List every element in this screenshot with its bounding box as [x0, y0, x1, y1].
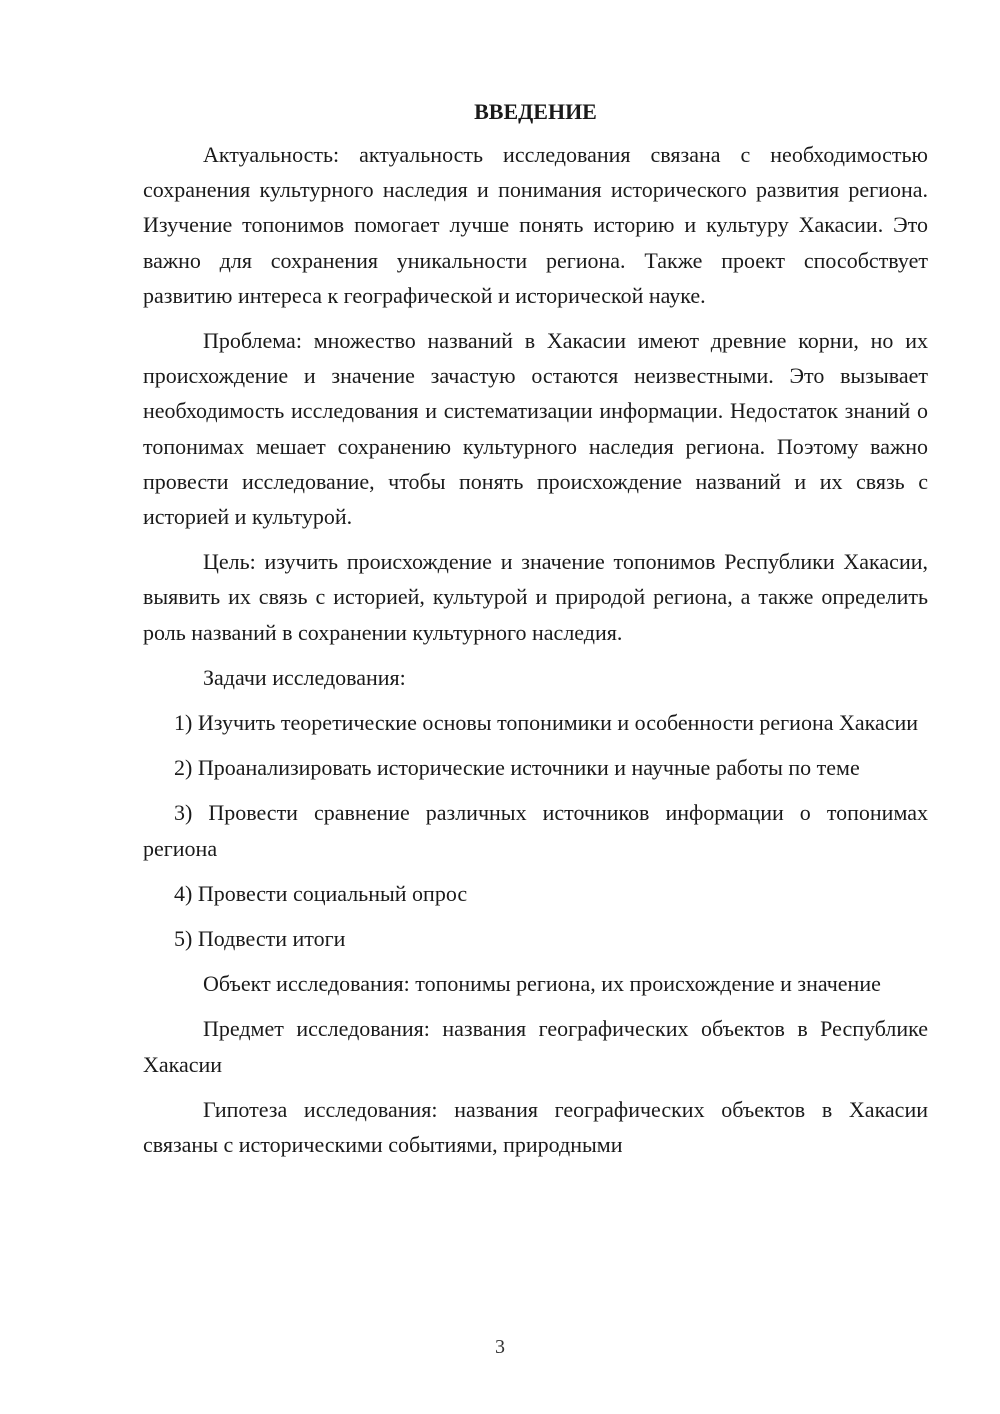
hypothesis-paragraph: Гипотеза исследования: названия географических объектов в Хакасии связаны с историческими событиями, природными — [143, 1096, 928, 1158]
task-item: 4) Провести социальный опрос — [174, 880, 468, 906]
page-number: 3 — [495, 1336, 505, 1358]
subject-paragraph: Предмет исследования: названия географических объектов в Республике Хакасии — [143, 1016, 928, 1077]
tasks-heading: Задачи исследования: — [203, 664, 406, 690]
page-title: ВВЕДЕНИЕ — [474, 99, 597, 124]
task-item: 2) Проанализировать исторические источники и научные работы по теме — [174, 755, 860, 781]
task-item: 3) Провести сравнение различных источников информации о топонимах региона — [143, 800, 928, 861]
task-item: 5) Подвести итоги — [174, 926, 346, 952]
page-content — [143, 94, 928, 1162]
goal-paragraph: Цель: изучить происхождение и значение топонимов Республики Хакасии, выявить их связь с историей, культурой и природой региона, а также определить роль названий в сохранении культурного наследия. — [143, 549, 928, 645]
relevance-paragraph: Актуальность: актуальность исследования связана с необходимостью сохранения культурного наследия и понимания исторического развития региона. Изучение топонимов помогает лучше понять историю и культуру Хакасии. Это важно для сохранения уникальности региона. Также проект способствует развитию интереса к географической и исторической науке. — [143, 142, 928, 308]
problem-paragraph: Проблема: множество названий в Хакасии имеют древние корни, но их происхождение и значение зачастую остаются неизвестными. Это вызывает необходимость исследования и систематизации информации. Недостаток знаний о топонимах мешает сохранению культурного наследия региона. Поэтому важно провести исследование, чтобы понять происхождение названий и их связь с историей и культурой. — [143, 328, 928, 530]
task-item: 1) Изучить теоретические основы топонимики и особенности региона Хакасии — [174, 710, 919, 736]
object-paragraph: Объект исследования: топонимы региона, их происхождение и значение — [203, 971, 881, 997]
